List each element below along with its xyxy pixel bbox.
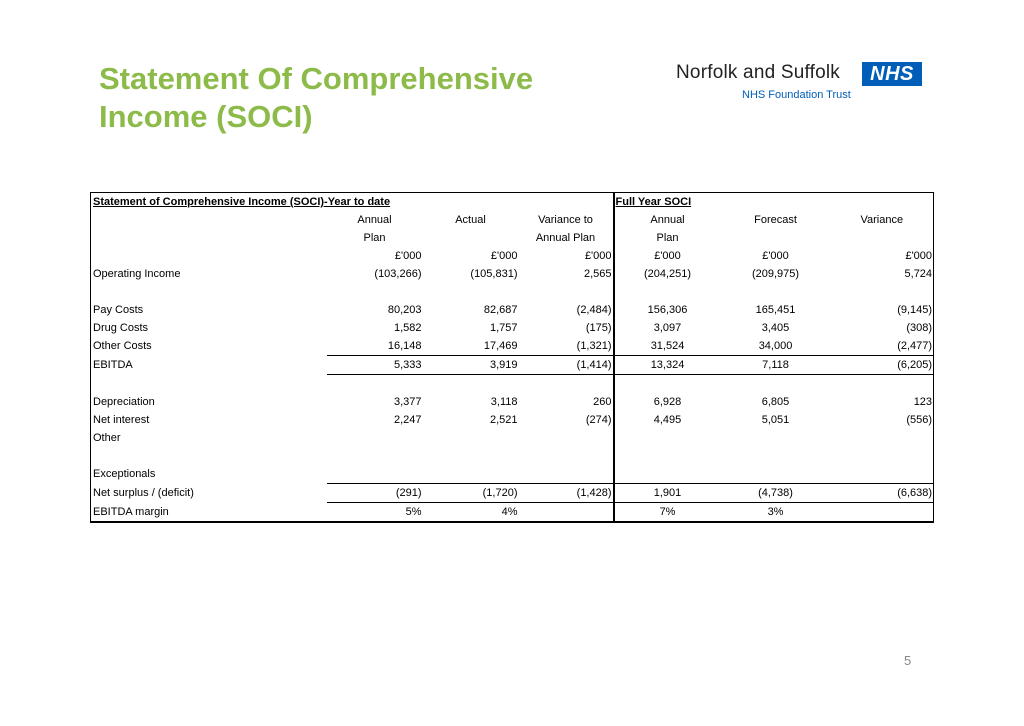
cell-value: (4,738) (721, 484, 831, 503)
table-row (91, 393, 934, 411)
cell-value: (9,145) (831, 301, 934, 319)
unit-label: £'000 (519, 247, 614, 265)
cell-value (519, 503, 614, 523)
row-label: Operating Income (91, 265, 327, 283)
table-row (91, 319, 934, 337)
cell-value: (2,477) (831, 337, 934, 356)
full-year-section-header: Full Year SOCI (614, 193, 934, 212)
cell-value: 3,919 (423, 356, 519, 375)
cell-value: 1,582 (393, 322, 422, 334)
cell-value: 7% (614, 503, 721, 523)
unit-label: £'000 (654, 250, 681, 262)
slide-title-line1: Statement Of Comprehensive (99, 61, 534, 96)
row-label: EBITDA margin (91, 503, 327, 523)
cell-value: (1,720) (423, 484, 519, 503)
table-row (91, 265, 934, 283)
cell-value: 156,306 (647, 304, 688, 316)
table-row-spacer (91, 283, 934, 301)
cell-value: (1,428) (519, 484, 614, 503)
table-row (91, 429, 934, 447)
unit-label: £'000 (394, 250, 422, 262)
cell-value: (175) (519, 319, 614, 337)
cell-value: 4,495 (653, 414, 682, 426)
table-row (91, 411, 934, 429)
table-row (91, 465, 934, 484)
row-label: Net interest (91, 411, 327, 429)
col-annual-plan-ytd-header-line2: Plan (363, 232, 386, 244)
cell-value: 4% (423, 503, 519, 523)
cell-value: 7,118 (721, 356, 831, 375)
cell-value: (103,266) (374, 268, 422, 280)
cell-value: 3,118 (490, 396, 518, 408)
table-row-net-surplus (91, 484, 934, 503)
cell-value: 5,333 (327, 356, 423, 375)
row-label: Other Costs (91, 337, 327, 356)
cell-value: 2,247 (393, 414, 422, 426)
cell-value: 13,324 (614, 356, 721, 375)
cell-value: 3,097 (653, 322, 682, 334)
cell-value: 3% (721, 503, 831, 523)
table-row-spacer (91, 375, 934, 394)
row-label: Net surplus / (deficit) (91, 484, 327, 503)
col-annual-plan-fy-header: Annual (650, 214, 685, 226)
slide-title (99, 60, 619, 136)
cell-value: 5,724 (831, 265, 934, 283)
cell-value: 34,000 (721, 337, 831, 356)
row-label: Drug Costs (91, 319, 327, 337)
row-label: Exceptionals (91, 465, 327, 484)
unit-label: £'000 (762, 250, 789, 262)
cell-value: (6,638) (831, 484, 934, 503)
col-variance-to-plan-header-line2: Annual Plan (519, 229, 614, 247)
col-forecast-header: Forecast (754, 214, 797, 226)
unit-label: £'000 (831, 247, 934, 265)
cell-value: 3,405 (761, 322, 790, 334)
cell-value: 80,203 (387, 304, 422, 316)
cell-value: (308) (831, 319, 934, 337)
cell-value: (2,484) (519, 301, 614, 319)
logo-org-name: Norfolk and Suffolk (676, 62, 840, 83)
row-label: Depreciation (91, 393, 327, 411)
unit-row (91, 247, 934, 265)
nhs-badge: NHS (862, 62, 922, 86)
cell-value: (105,831) (470, 268, 518, 280)
cell-value: 123 (831, 393, 934, 411)
row-label: Other (91, 429, 327, 447)
cell-value: 260 (519, 393, 614, 411)
col-actual-header: Actual (455, 214, 486, 226)
cell-value: 2,565 (519, 265, 614, 283)
row-label: EBITDA (91, 356, 327, 375)
soci-table (90, 192, 934, 523)
col-variance-to-plan-header: Variance to (519, 211, 614, 229)
cell-value: (274) (519, 411, 614, 429)
unit-label: £'000 (490, 250, 518, 262)
column-header-row-2 (91, 229, 934, 247)
column-header-row-1 (91, 211, 934, 229)
ytd-section-header: Statement of Comprehensive Income (SOCI)-Year to date (91, 193, 614, 212)
cell-value: 31,524 (614, 337, 721, 356)
table-row-ebitda (91, 356, 934, 375)
col-annual-plan-fy-header-line2: Plan (656, 232, 679, 244)
table-header-row (91, 193, 934, 212)
cell-value: 6,805 (761, 396, 790, 408)
cell-value: 1,901 (614, 484, 721, 503)
soci-table-container (90, 192, 933, 523)
cell-value: 5,051 (761, 414, 790, 426)
cell-value: (6,205) (831, 356, 934, 375)
cell-value: 1,757 (489, 322, 518, 334)
table-row (91, 301, 934, 319)
cell-value: (556) (831, 411, 934, 429)
cell-value: (1,414) (519, 356, 614, 375)
slide-title-line2: Income (SOCI) (99, 99, 313, 134)
col-annual-plan-ytd-header: Annual (357, 214, 392, 226)
cell-value: 5% (327, 503, 423, 523)
table-row-ebitda-margin (91, 503, 934, 523)
col-variance-header: Variance (831, 211, 934, 229)
cell-value: (1,321) (519, 337, 614, 356)
cell-value: 17,469 (423, 337, 519, 356)
cell-value: 165,451 (755, 304, 796, 316)
table-row-spacer (91, 447, 934, 465)
cell-value: 6,928 (653, 396, 682, 408)
cell-value: 16,148 (327, 337, 423, 356)
cell-value: 2,521 (489, 414, 518, 426)
table-row (91, 337, 934, 356)
cell-value: (291) (327, 484, 423, 503)
page-number: 5 (904, 653, 912, 668)
row-label: Pay Costs (91, 301, 327, 319)
cell-value (831, 503, 934, 523)
logo-subtitle: NHS Foundation Trust (742, 89, 851, 101)
cell-value: 3,377 (393, 396, 422, 408)
nhs-trust-logo (676, 60, 926, 104)
cell-value: (209,975) (751, 268, 800, 280)
cell-value: (204,251) (643, 268, 692, 280)
cell-value: 82,687 (483, 304, 518, 316)
